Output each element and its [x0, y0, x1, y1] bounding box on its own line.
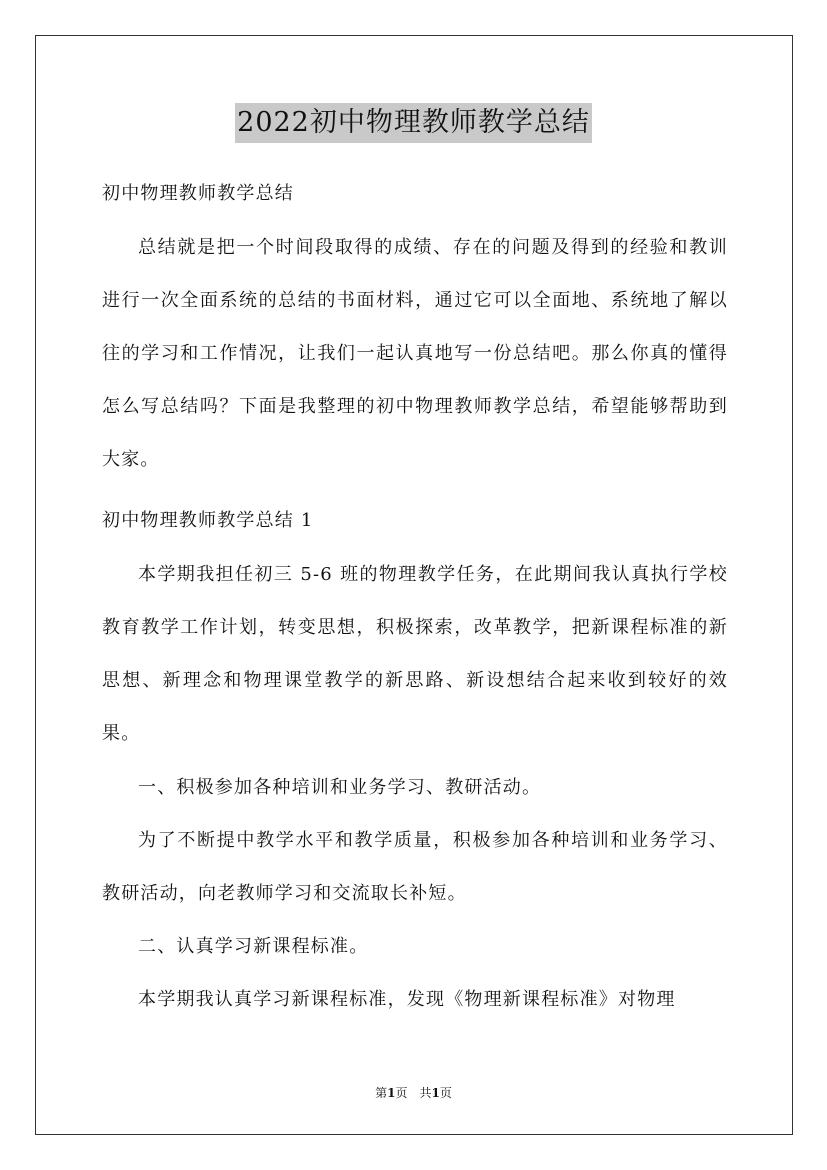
page-footer — [0, 1084, 827, 1101]
section-1-paragraph: 本学期我担任初三 5-6 班的物理教学任务，在此期间我认真执行学校教育教学工作计划，转变思想，积极探索，改革教学，把新课程标准的新思想、新理念和物理课堂教学的新思路、新设想结合起来收到较好的效果。 — [102, 564, 728, 744]
footer-page-number: 1 — [387, 1086, 396, 1100]
document-subtitle: 初中物理教师教学总结 — [102, 183, 294, 204]
point-1-paragraph: 为了不断提中教学水平和教学质量，积极参加各种培训和业务学习、教研活动，向老教师学习和交流取长补短。 — [102, 830, 728, 904]
title-container — [0, 103, 827, 143]
point-2-heading: 二、认真学习新课程标准。 — [138, 936, 369, 957]
footer-total-pages: 1 — [431, 1086, 440, 1100]
footer-prefix: 第 — [375, 1086, 388, 1100]
point-1-heading: 一、积极参加各种培训和业务学习、教研活动。 — [138, 777, 542, 798]
section-heading-1: 初中物理教师教学总结 1 — [102, 510, 314, 531]
point-2-paragraph: 本学期我认真学习新课程标准，发现《物理新课程标准》对物理 — [138, 989, 676, 1010]
footer-mid: 页 共 — [395, 1086, 432, 1100]
intro-paragraph: 总结就是把一个时间段取得的成绩、存在的问题及得到的经验和教训进行一次全面系统的总结的书面材料，通过它可以全面地、系统地了解以往的学习和工作情况，让我们一起认真地写一份总结吧。那么你真的懂得怎么写总结吗？下面是我整理的初中物理教师教学总结，希望能够帮助到大家。 — [102, 237, 728, 470]
document-title: 2022初中物理教师教学总结 — [235, 103, 592, 143]
footer-suffix: 页 — [439, 1086, 452, 1100]
